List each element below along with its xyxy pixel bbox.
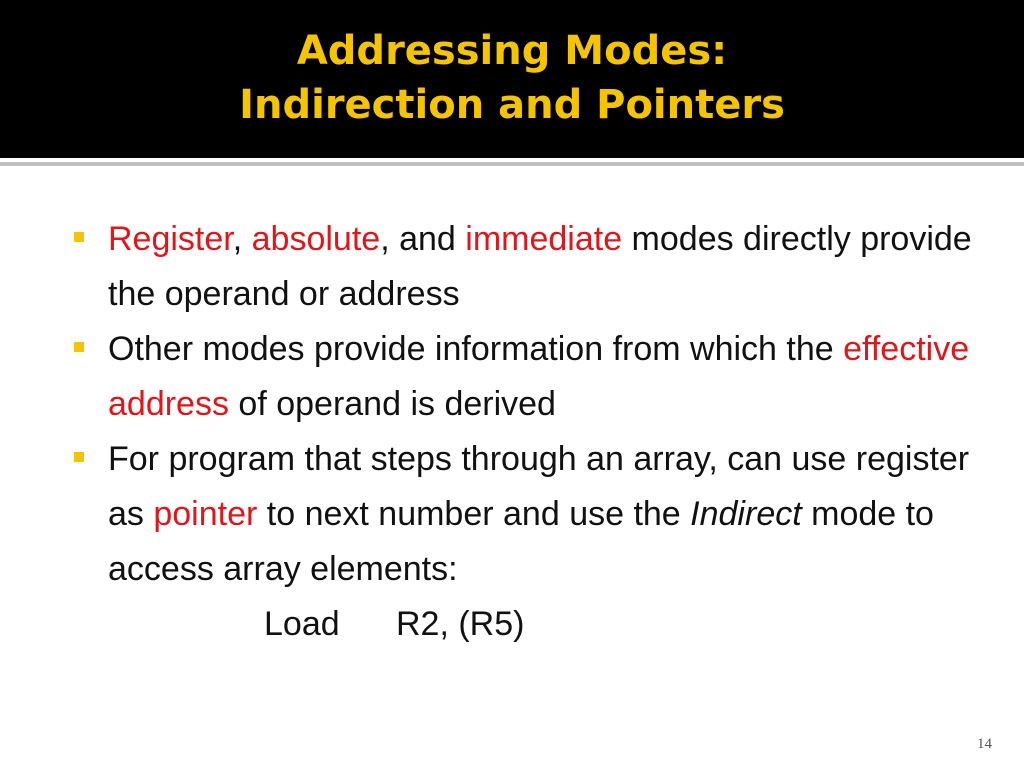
slide-number: 14 — [977, 736, 992, 752]
square-bullet-icon — [74, 342, 84, 352]
code-operands: R2, (R5) — [396, 605, 525, 643]
bullet-text: Other modes provide information from which the — [108, 330, 844, 368]
term-register: Register — [108, 220, 233, 258]
bullet-text: of operand is derived — [228, 385, 556, 423]
code-example — [74, 597, 974, 652]
bullet-text: to next number and use the — [257, 495, 691, 533]
term-immediate: immediate — [465, 220, 623, 258]
term-absolute: absolute — [251, 220, 381, 258]
term-effective-address: effective address — [108, 330, 970, 423]
bullet-item-2 — [74, 322, 974, 432]
bullet-item-1 — [74, 212, 974, 322]
title-line-2: Indirection and Pointers — [239, 82, 785, 128]
bullet-text: modes directly provide the operand or address — [108, 220, 972, 313]
bullet-text: mode to access array elements: — [108, 495, 934, 588]
bullet-list — [74, 212, 974, 652]
title-divider — [0, 162, 1024, 166]
bullet-item-3 — [74, 432, 974, 597]
slide-title — [0, 24, 1024, 132]
square-bullet-icon — [74, 452, 84, 462]
bullet-text: For program that steps through an array, can use register as — [108, 440, 970, 533]
title-line-1: Addressing Modes: — [296, 28, 728, 74]
term-pointer: pointer — [153, 495, 258, 533]
code-opcode: Load — [264, 605, 340, 643]
bullet-text: , — [232, 220, 252, 258]
term-indirect: Indirect — [690, 495, 802, 533]
bullet-text: , and — [380, 220, 466, 258]
square-bullet-icon — [74, 232, 84, 242]
